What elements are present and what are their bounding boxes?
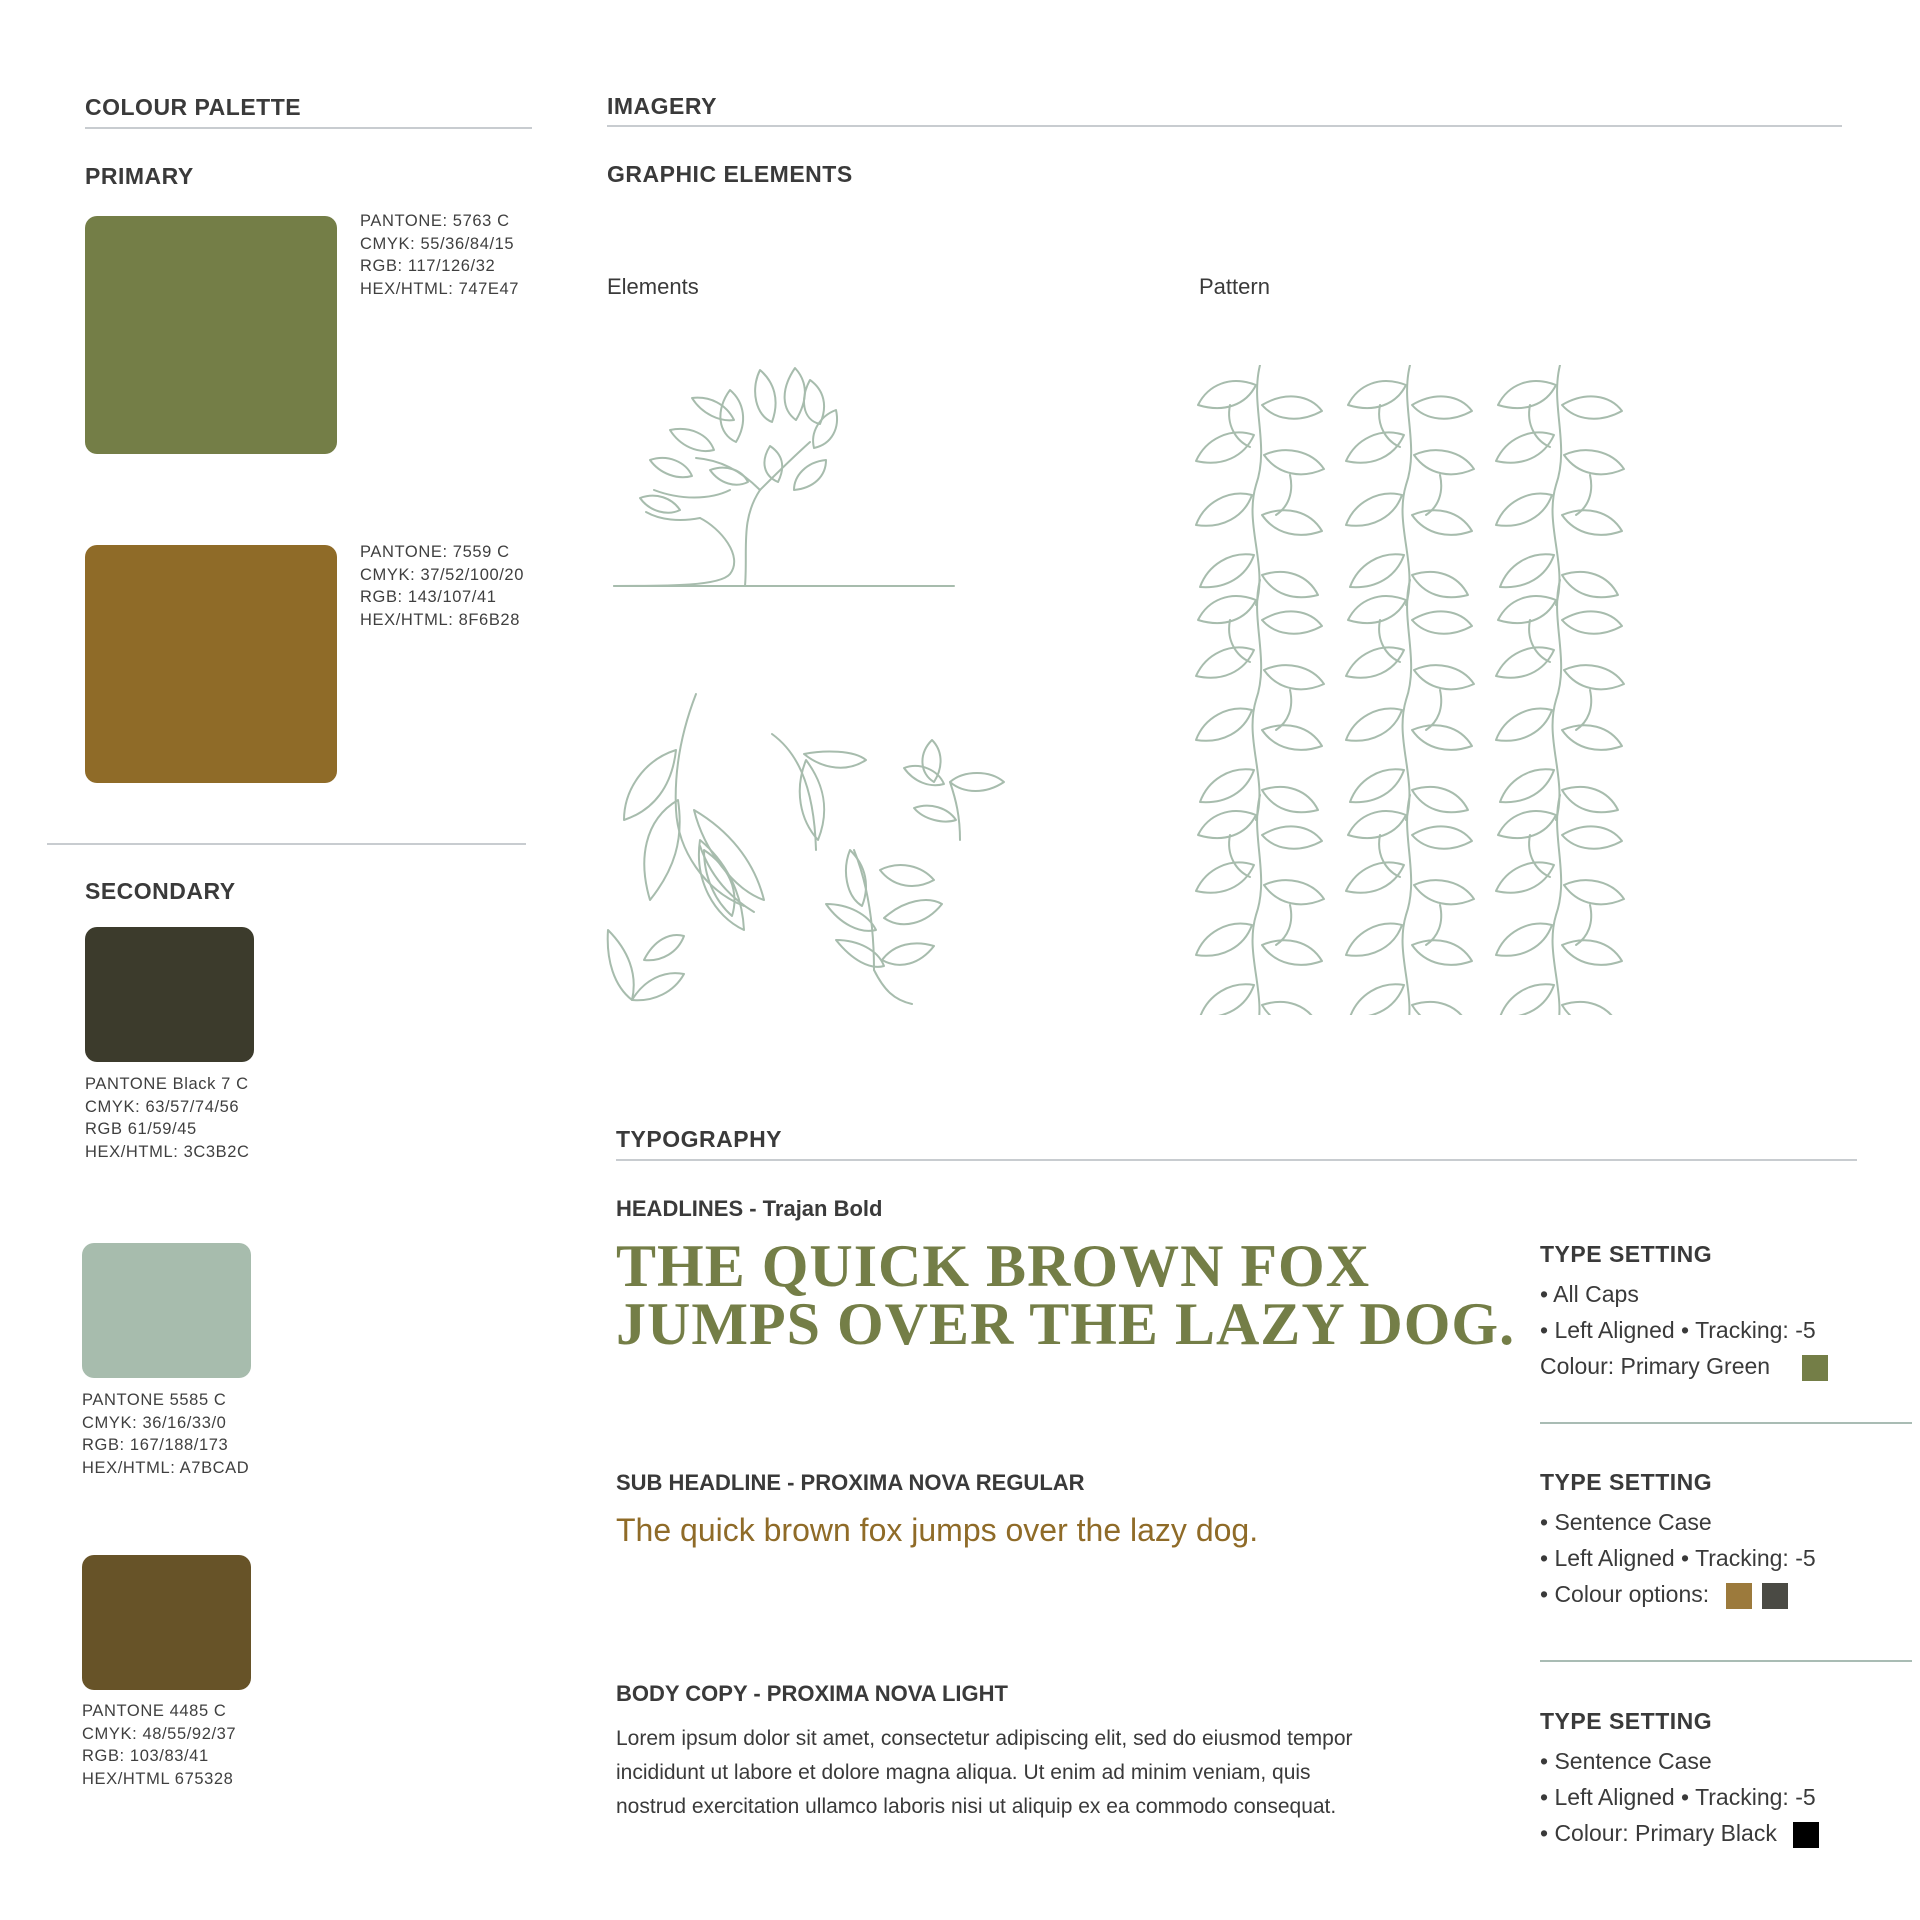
sub-headline-type-setting-title: TYPE SETTING xyxy=(1540,1469,1713,1495)
ts-colour-text: • Colour: Primary Black xyxy=(1540,1820,1777,1846)
body-copy-sample xyxy=(616,1722,1353,1824)
body-copy-line: Lorem ipsum dolor sit amet, consectetur adipiscing elit, sed do eiusmod tempor xyxy=(616,1727,1353,1750)
ts-line xyxy=(1540,1815,1819,1851)
spec-line: HEX/HTML: 747E47 xyxy=(360,279,520,298)
ts-line: • Left Aligned • Tracking: -5 xyxy=(1540,1317,1816,1343)
headline-type-setting xyxy=(1540,1276,1828,1384)
primary-green-spec xyxy=(360,210,519,300)
primary-label: PRIMARY xyxy=(85,163,194,189)
primary-black-chip xyxy=(1793,1822,1819,1848)
spec-line: CMYK: 37/52/100/20 xyxy=(360,565,524,584)
leaf-pattern xyxy=(1190,365,1650,1015)
spec-line: RGB: 117/126/32 xyxy=(360,257,496,275)
graphic-elements-title: GRAPHIC ELEMENTS xyxy=(607,161,853,187)
secondary-sage-swatch xyxy=(82,1243,251,1378)
primary-gold-swatch xyxy=(85,545,337,783)
secondary-brown-swatch xyxy=(82,1555,251,1690)
ts-line: • All Caps xyxy=(1540,1281,1639,1307)
ts-colour-text: Colour: Primary Green xyxy=(1540,1353,1771,1379)
spec-line: CMYK: 63/57/74/56 xyxy=(85,1097,240,1116)
spec-line: PANTONE 5585 C xyxy=(82,1391,227,1409)
spec-line: CMYK: 48/55/92/37 xyxy=(82,1724,237,1743)
primary-gold-spec xyxy=(360,541,524,631)
secondary-black-spec xyxy=(85,1073,250,1163)
body-copy-type-setting-title: TYPE SETTING xyxy=(1540,1708,1713,1734)
secondary-black-swatch xyxy=(85,927,254,1062)
spec-line: HEX/HTML: A7BCAD xyxy=(82,1458,250,1477)
dark-grey-chip xyxy=(1762,1583,1788,1609)
body-copy-line: incididunt ut labore et dolore magna aliqua. Ut enim ad minim veniam, quis xyxy=(616,1761,1311,1784)
colour-palette-title: COLOUR PALETTE xyxy=(85,94,302,120)
colour-palette-rule xyxy=(85,127,532,129)
spec-line: PANTONE: 7559 C xyxy=(360,543,510,561)
spec-line: PANTONE Black 7 C xyxy=(85,1075,249,1093)
headline-sample-line1: THE QUICK BROWN FOX xyxy=(616,1233,1371,1299)
elements-label: Elements xyxy=(607,274,699,299)
primary-green-swatch xyxy=(85,216,337,454)
spec-line: RGB 61/59/45 xyxy=(85,1120,197,1138)
ts-line: • Sentence Case xyxy=(1540,1748,1712,1774)
body-copy-label: BODY COPY - PROXIMA NOVA LIGHT xyxy=(616,1681,1008,1706)
ts-colour-text: • Colour options: xyxy=(1540,1581,1710,1607)
secondary-sage-spec xyxy=(82,1389,249,1479)
ts-line: • Left Aligned • Tracking: -5 xyxy=(1540,1784,1816,1810)
tree-illustration xyxy=(610,350,960,592)
secondary-brown-spec xyxy=(82,1700,236,1790)
primary-green-chip xyxy=(1802,1355,1828,1381)
spec-line: HEX/HTML: 8F6B28 xyxy=(360,610,520,629)
spec-line: PANTONE: 5763 C xyxy=(360,212,510,230)
imagery-rule xyxy=(607,125,1842,127)
leaf-sprigs-illustration xyxy=(604,690,1020,1020)
spec-line: HEX/HTML 675328 xyxy=(82,1769,234,1788)
headline-sample xyxy=(616,1233,1516,1357)
ts-line xyxy=(1540,1348,1828,1384)
body-copy-type-setting xyxy=(1540,1743,1819,1851)
imagery-title: IMAGERY xyxy=(607,93,717,119)
spec-line: CMYK: 55/36/84/15 xyxy=(360,234,515,253)
secondary-rule xyxy=(47,843,526,845)
sub-headline-sample: The quick brown fox jumps over the lazy dog. xyxy=(616,1512,1259,1548)
headline-sample-line2: JUMPS OVER THE LAZY DOG. xyxy=(616,1291,1516,1357)
pattern-label: Pattern xyxy=(1199,274,1270,299)
headline-type-setting-title: TYPE SETTING xyxy=(1540,1241,1713,1267)
spec-line: PANTONE 4485 C xyxy=(82,1702,227,1720)
sub-headline-label: SUB HEADLINE - PROXIMA NOVA REGULAR xyxy=(616,1470,1085,1495)
typography-rule xyxy=(616,1159,1857,1161)
secondary-label: SECONDARY xyxy=(85,878,236,904)
typography-title: TYPOGRAPHY xyxy=(616,1126,783,1152)
spec-line: CMYK: 36/16/33/0 xyxy=(82,1413,227,1432)
spec-line: RGB: 103/83/41 xyxy=(82,1747,209,1765)
ts-line: • Left Aligned • Tracking: -5 xyxy=(1540,1545,1816,1571)
spec-line: RGB: 143/107/41 xyxy=(360,588,497,606)
headlines-label: HEADLINES - Trajan Bold xyxy=(616,1196,883,1221)
sub-headline-type-setting xyxy=(1540,1504,1816,1612)
gold-chip xyxy=(1726,1583,1752,1609)
headline-divider xyxy=(1540,1422,1912,1424)
sub-headline-divider xyxy=(1540,1660,1912,1662)
body-copy-line: nostrud exercitation ullamco laboris nisi ut aliquip ex ea commodo consequat. xyxy=(616,1795,1337,1818)
spec-line: HEX/HTML: 3C3B2C xyxy=(85,1142,250,1161)
ts-line xyxy=(1540,1576,1816,1612)
ts-line: • Sentence Case xyxy=(1540,1509,1712,1535)
spec-line: RGB: 167/188/173 xyxy=(82,1436,229,1454)
